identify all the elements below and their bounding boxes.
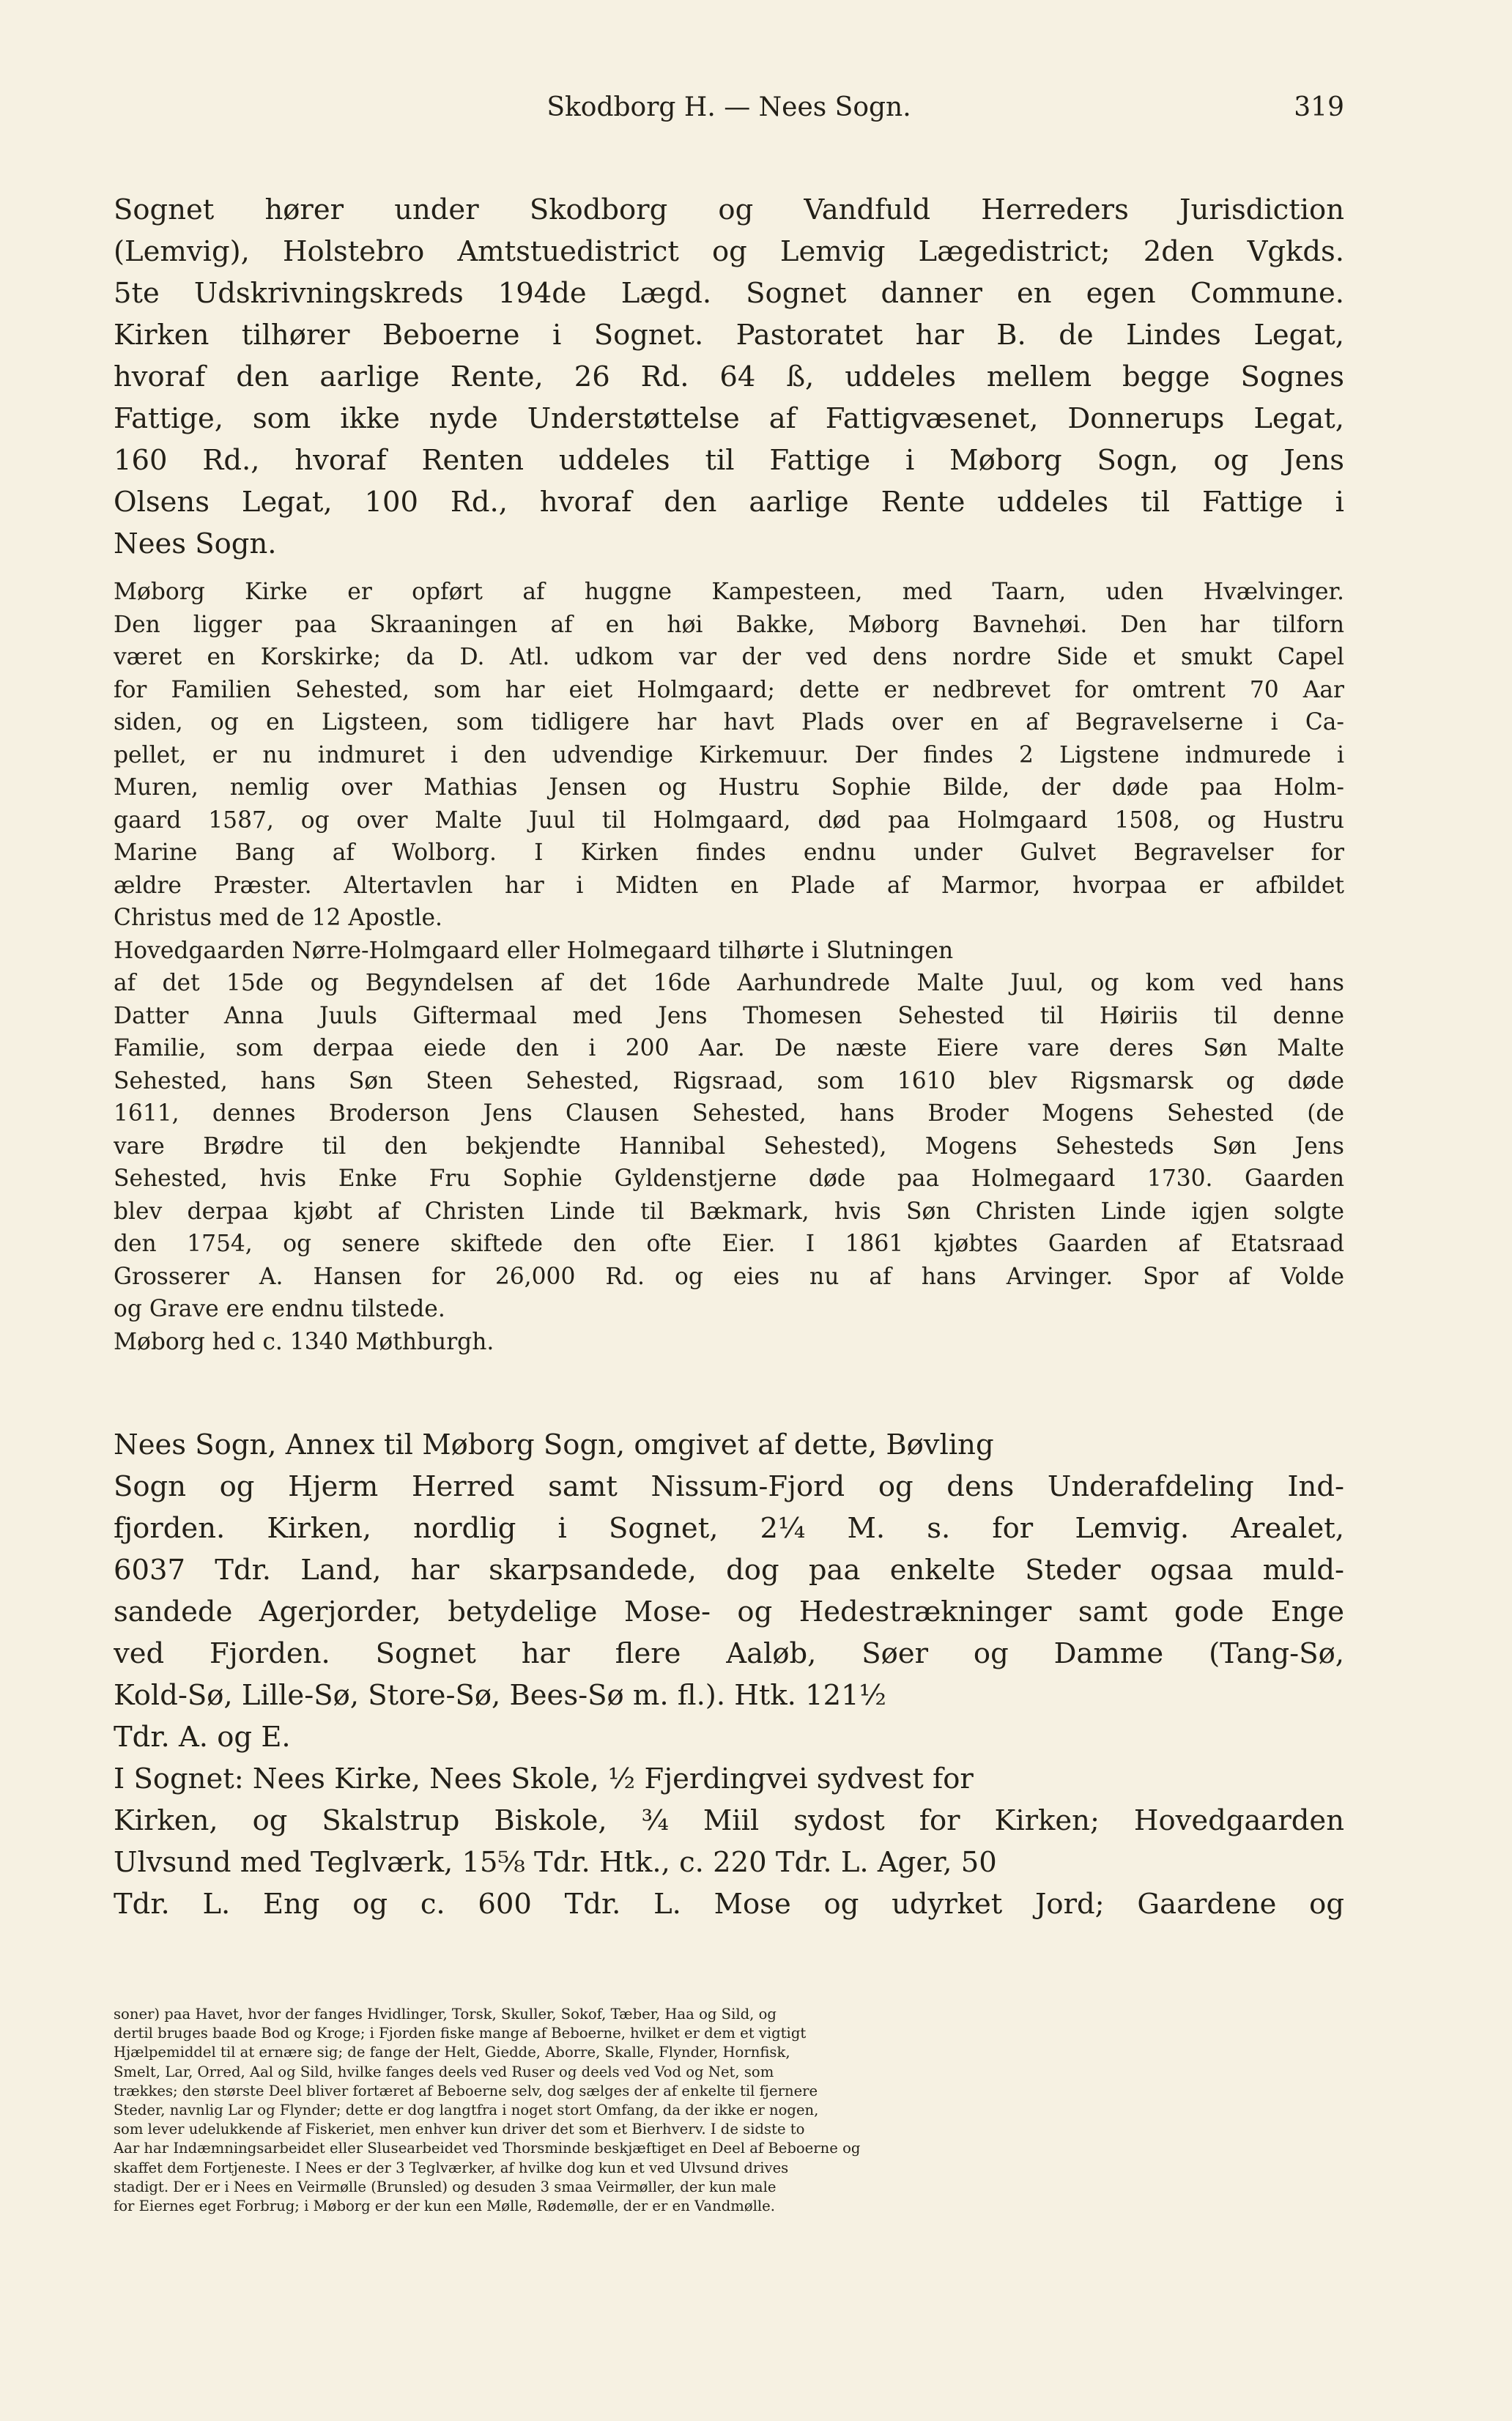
footnote-line: skaffet dem Fortjeneste. I Nees er der 3 Teglværker, af hvilke dog kun et ved Ulvsund drives [114, 2159, 789, 2176]
text-line: pellet, er nu indmuret i den udvendige Kirkemuur. Der findes 2 Ligstene indmurede i [114, 741, 1344, 768]
text-line: Fattige, som ikke nyde Understøttelse af Fattigvæsenet, Donnerups Legat, [114, 402, 1344, 435]
footnote-line: soner) paa Havet, hvor der fanges Hvidlinger, Torsk, Skuller, Sokof, Tæber, Haa og Sild, og [114, 2006, 777, 2023]
text-line: og Grave ere endnu tilstede. [114, 1296, 445, 1322]
running-title: Skodborg H. — Nees Sogn. [546, 92, 911, 122]
text-line: Marine Bang af Wolborg. I Kirken findes endnu under Gulvet Begravelser for [114, 839, 1344, 866]
text-line: af det 15de og Begyndelsen af det 16de Aarhundrede Malte Juul, og kom ved hans [114, 970, 1344, 996]
text-line: Den ligger paa Skraaningen af en høi Bakke, Møborg Bavnehøi. Den har tilforn [114, 611, 1344, 638]
text-line: Ulvsund med Teglværk, 15⅝ Tdr. Htk., c. 220 Tdr. L. Ager, 50 [114, 1846, 997, 1879]
footnote-line: Aar har Indæmningsarbeidet eller Slusearbeidet ved Thorsminde beskjæftiget en Deel af Beboerne og [114, 2140, 861, 2157]
running-header [114, 92, 1344, 136]
text-line: været en Korskirke; da D. Atl. udkom var der ved dens nordre Side et smukt Capel [114, 644, 1344, 670]
paragraph-nees-sogn [114, 1424, 1344, 1925]
text-line: Nees Sogn, Annex til Møborg Sogn, omgivet af dette, Bøvling [114, 1428, 994, 1461]
text-line: siden, og en Ligsteen, som tidligere har havt Plads over en af Begravelserne i Ca- [114, 709, 1344, 735]
text-line: Olsens Legat, 100 Rd., hvoraf den aarlige Rente uddeles til Fattige i [114, 486, 1344, 519]
text-line: 5te Udskrivningskreds 194de Lægd. Sognet danner en egen Commune. [114, 277, 1344, 310]
text-line: Tdr. L. Eng og c. 600 Tdr. L. Mose og udyrket Jord; Gaardene og [114, 1888, 1344, 1921]
text-line: (Lemvig), Holstebro Amtstuedistrict og Lemvig Lægedistrict; 2den Vgkds. [114, 235, 1344, 268]
text-line: 1611, dennes Broderson Jens Clausen Sehested, hans Broder Mogens Sehested (de [114, 1100, 1344, 1127]
text-line: sandede Agerjorder, betydelige Mose- og Hedestrækninger samt gode Enge [114, 1595, 1344, 1628]
text-line: 6037 Tdr. Land, har skarpsandede, dog paa enkelte Steder ogsaa muld- [114, 1554, 1344, 1587]
text-line: vare Brødre til den bekjendte Hannibal Sehested), Mogens Sehesteds Søn Jens [114, 1132, 1344, 1160]
footnote-line: som lever udelukkende af Fiskeriet, men enhver kun driver det som et Bierhverv. I de sidste to [114, 2121, 805, 2138]
text-line: Møborg Kirke er opført af huggne Kampesteen, med Taarn, uden Hvælvinger. [114, 579, 1344, 605]
footnote [114, 2005, 1344, 2216]
footnote-line: for Eiernes eget Forbrug; i Møborg er der kun een Mølle, Rødemølle, der er en Vandmølle. [114, 2197, 775, 2214]
footnote-line: Hjælpemiddel til at ernære sig; de fange der Helt, Giedde, Aborre, Skalle, Flynder, Hornfisk, [114, 2044, 790, 2061]
paragraph-moborg-kirke [114, 576, 1344, 1358]
text-line: Nees Sogn. [114, 527, 277, 560]
text-line: Tdr. A. og E. [114, 1721, 291, 1754]
text-line: Familie, som derpaa eiede den i 200 Aar. De næste Eiere vare deres Søn Malte [114, 1035, 1344, 1061]
text-line: Hovedgaarden Nørre-Holmgaard eller Holmegaard tilhørte i Slutningen [114, 937, 954, 964]
page-number: 319 [1294, 92, 1344, 122]
text-line: fjorden. Kirken, nordlig i Sognet, 2¼ M. s. for Lemvig. Arealet, [114, 1512, 1344, 1545]
text-line: Sehested, hans Søn Steen Sehested, Rigsraad, som 1610 blev Rigsmarsk og døde [114, 1067, 1344, 1094]
footnote-line: stadigt. Der er i Nees en Veirmølle (Brunsled) og desuden 3 smaa Veirmøller, der kun male [114, 2178, 777, 2195]
footnote-line: Steder, navnlig Lar og Flynder; dette er dog langtfra i noget stort Omfang, da der ikke er nogen, [114, 2101, 819, 2118]
text-line: gaard 1587, og over Malte Juul til Holmgaard, død paa Holmgaard 1508, og Hustru [114, 807, 1344, 834]
text-line: Møborg hed c. 1340 Møthburgh. [114, 1328, 494, 1355]
text-line: ældre Præster. Altertavlen har i Midten en Plade af Marmor, hvorpaa er afbildet [114, 872, 1344, 899]
text-line: blev derpaa kjøbt af Christen Linde til Bækmark, hvis Søn Christen Linde igjen solgte [114, 1198, 1344, 1225]
text-line: Sognet hører under Skodborg og Vandfuld Herreders Jurisdiction [114, 193, 1344, 226]
text-line: Christus med de 12 Apostle. [114, 905, 442, 931]
text-line: den 1754, og senere skiftede den ofte Eier. I 1861 kjøbtes Gaarden af Etatsraad [114, 1231, 1344, 1257]
text-line: hvoraf den aarlige Rente, 26 Rd. 64 ß, uddeles mellem begge Sognes [114, 360, 1344, 393]
text-line: I Sognet: Nees Kirke, Nees Skole, ½ Fjerdingvei sydvest for [114, 1762, 974, 1795]
text-line: Kirken, og Skalstrup Biskole, ¾ Miil sydost for Kirken; Hovedgaarden [114, 1804, 1344, 1837]
text-line: for Familien Sehested, som har eiet Holmgaard; dette er nedbrevet for omtrent 70 Aar [114, 676, 1344, 703]
paragraph-jurisdiction [114, 189, 1344, 565]
text-line: Sehested, hvis Enke Fru Sophie Gyldenstjerne døde paa Holmegaard 1730. Gaarden [114, 1165, 1344, 1192]
text-line: Kirken tilhører Beboerne i Sognet. Pastoratet har B. de Lindes Legat, [114, 319, 1344, 352]
text-line: Datter Anna Juuls Giftermaal med Jens Thomesen Sehested til Høiriis til denne [114, 1002, 1344, 1029]
text-line: ved Fjorden. Sognet har flere Aaløb, Søer og Damme (Tang-Sø, [114, 1637, 1344, 1670]
text-line: Grosserer A. Hansen for 26,000 Rd. og eies nu af hans Arvinger. Spor af Volde [114, 1263, 1344, 1290]
text-line: Kold-Sø, Lille-Sø, Store-Sø, Bees-Sø m. fl.). Htk. 121½ [114, 1679, 886, 1712]
footnote-line: Smelt, Lar, Orred, Aal og Sild, hvilke fanges deels ved Ruser og deels ved Vod og Net, som [114, 2063, 774, 2080]
text-line: 160 Rd., hvoraf Renten uddeles til Fattige i Møborg Sogn, og Jens [114, 444, 1344, 477]
footnote-line: trækkes; den største Deel bliver fortæret af Beboerne selv, dog sælges der af enkelte til fjernere [114, 2082, 818, 2099]
text-line: Sogn og Hjerm Herred samt Nissum-Fjord og dens Underafdeling Ind- [114, 1470, 1344, 1503]
text-line: Muren, nemlig over Mathias Jensen og Hustru Sophie Bilde, der døde paa Holm- [114, 774, 1344, 801]
footnote-line: dertil bruges baade Bod og Kroge; i Fjorden fiske mange af Beboerne, hvilket er dem et vigtigt [114, 2025, 807, 2042]
